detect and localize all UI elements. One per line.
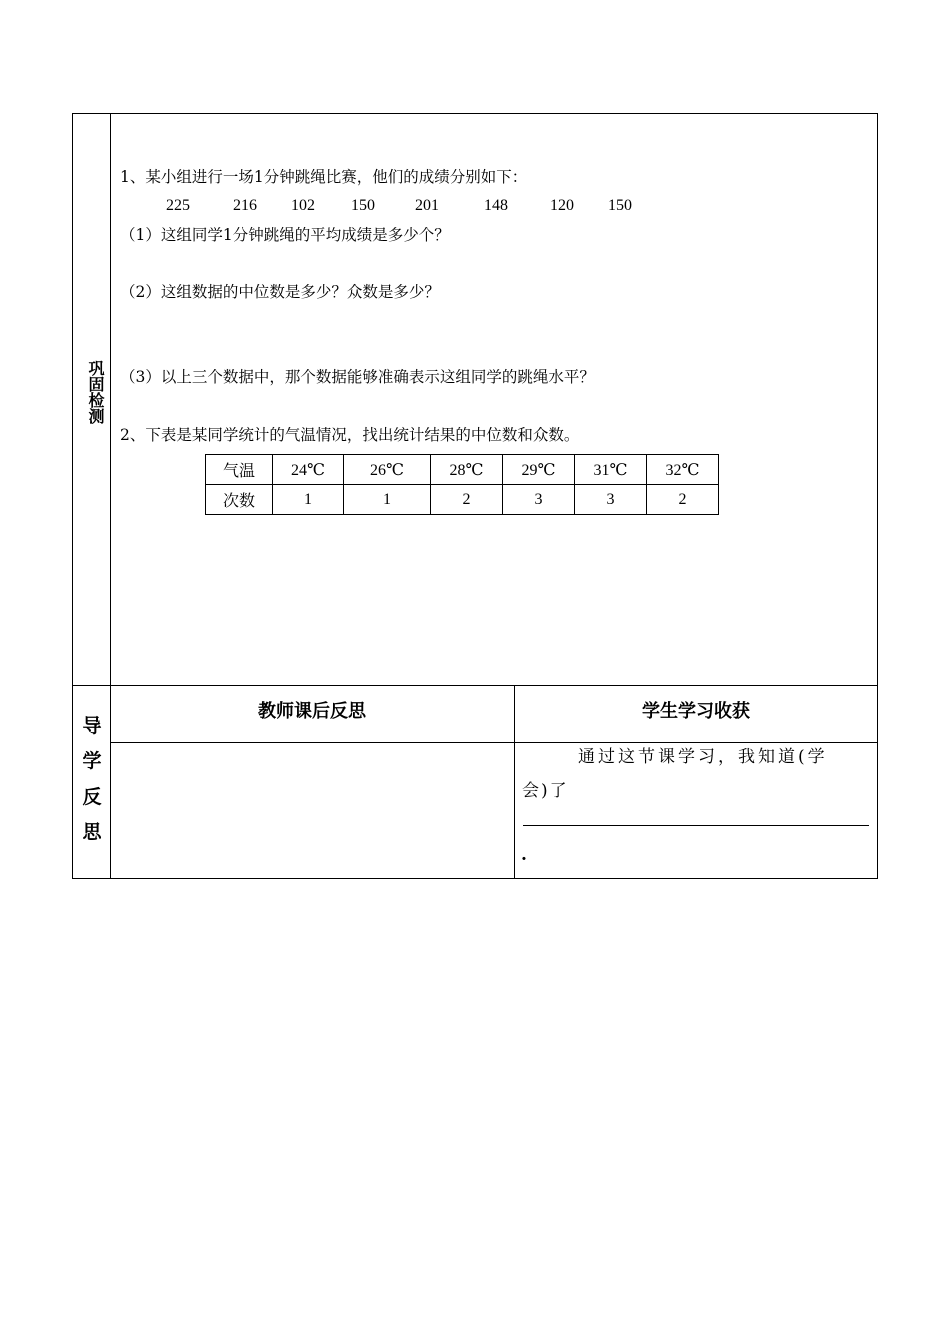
- score-value: 120: [550, 197, 574, 214]
- frame-right: [877, 113, 878, 879]
- count-cell: 1: [273, 485, 344, 515]
- table-row: [206, 485, 719, 515]
- temperature-cell: 24℃: [273, 455, 344, 485]
- teacher-reflection-header: 教师课后反思: [258, 701, 366, 722]
- temperature-cell: 31℃: [575, 455, 647, 485]
- question-1-part-2: （2）这组数据的中位数是多少？众数是多少？: [120, 283, 440, 301]
- temperature-cell: 32℃: [647, 455, 719, 485]
- section-divider: [72, 685, 878, 686]
- end-mark: .: [521, 845, 527, 865]
- score-value: 150: [608, 197, 632, 214]
- question-1-intro: 1、某小组进行一场1分钟跳绳比赛，他们的成绩分别如下：: [120, 168, 528, 186]
- student-gains-text-line1: 通过这节课学习，我知道(学: [578, 747, 828, 767]
- temperature-table: [205, 454, 719, 515]
- score-value: 216: [233, 197, 257, 214]
- frame-top: [72, 113, 878, 114]
- section-label-char: 反: [82, 786, 102, 808]
- frame-bottom: [72, 878, 878, 879]
- count-cell: 3: [503, 485, 575, 515]
- row-label-count: 次数: [206, 485, 273, 515]
- section-label-char: 导: [82, 715, 102, 737]
- teacher-reflection-area[interactable]: [111, 743, 514, 878]
- question-1-part-3: （3）以上三个数据中，那个数据能够准确表示这组同学的跳绳水平？: [120, 368, 595, 386]
- temperature-cell: 29℃: [503, 455, 575, 485]
- section-label-char: 学: [82, 750, 102, 772]
- table-row: [206, 455, 719, 485]
- question-2-intro: 2、下表是某同学统计的气温情况，找出统计结果的中位数和众数。: [120, 426, 580, 444]
- score-value: 201: [415, 197, 439, 214]
- section-label-char: 思: [82, 821, 102, 843]
- count-cell: 2: [647, 485, 719, 515]
- frame-left: [72, 113, 73, 879]
- question-1-part-1: （1）这组同学1分钟跳绳的平均成绩是多少个？: [120, 226, 450, 244]
- count-cell: 2: [431, 485, 503, 515]
- student-answer-underline[interactable]: [523, 825, 869, 826]
- score-value: 148: [484, 197, 508, 214]
- row-label-temperature: 气温: [206, 455, 273, 485]
- student-gains-text-line2: 会)了: [522, 781, 569, 801]
- student-gains-header: 学生学习收获: [642, 701, 750, 722]
- score-value: 225: [166, 197, 190, 214]
- count-cell: 3: [575, 485, 647, 515]
- temperature-cell: 26℃: [344, 455, 431, 485]
- section-label-consolidation: 巩固检测: [86, 360, 105, 424]
- score-value: 150: [351, 197, 375, 214]
- count-cell: 1: [344, 485, 431, 515]
- temperature-cell: 28℃: [431, 455, 503, 485]
- score-value: 102: [291, 197, 315, 214]
